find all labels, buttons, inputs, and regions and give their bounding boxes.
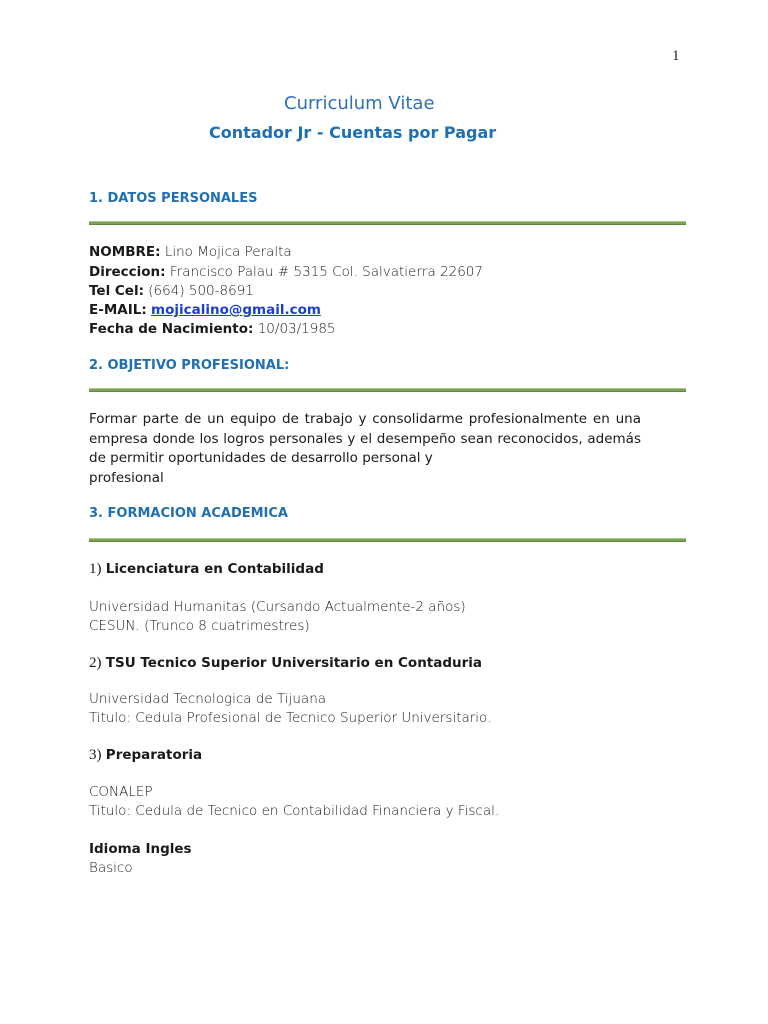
objetivo-paragraph xyxy=(89,410,641,488)
section-heading-formacion: 3. FORMACION ACADEMICA xyxy=(89,506,288,521)
tel-line: Tel Cel: (664) 500-8691 xyxy=(89,283,254,299)
document-subtitle: Contador Jr - Cuentas por Pagar xyxy=(209,123,497,142)
education-item-line: CONALEP xyxy=(89,784,153,800)
idioma-level: Basico xyxy=(89,860,133,876)
document-title: Curriculum Vitae xyxy=(284,93,435,114)
email-label: E-MAIL: xyxy=(89,302,147,318)
section-divider xyxy=(89,388,686,392)
education-item-number: 1) xyxy=(89,561,102,577)
education-item-line: Titulo: Cedula Profesional de Tecnico Superior Universitario. xyxy=(89,710,492,726)
page-number: 1 xyxy=(672,48,680,64)
nombre-line: NOMBRE: Lino Mojica Peralta xyxy=(89,244,292,260)
objetivo-text-last: profesional xyxy=(89,469,164,486)
section-divider xyxy=(89,221,686,225)
education-item-line: Universidad Humanitas (Cursando Actualmente-2 años) xyxy=(89,599,466,615)
tel-value: (664) 500-8691 xyxy=(144,283,254,299)
section-heading-objetivo: 2. OBJETIVO PROFESIONAL: xyxy=(89,358,290,373)
education-title-text: Licenciatura en Contabilidad xyxy=(105,561,324,577)
nombre-label: NOMBRE xyxy=(89,244,156,260)
section-divider xyxy=(89,538,686,542)
fecha-line: Fecha de Nacimiento: 10/03/1985 xyxy=(89,321,336,337)
education-item-number: 2) xyxy=(89,655,102,671)
direccion-value: Francisco Palau # 5315 Col. Salvatierra 22607 xyxy=(165,264,483,280)
idioma-title xyxy=(89,841,192,857)
objetivo-text: Formar parte de un equipo de trabajo y consolidarme profesionalmente en una empresa donde los logros personales y el desempeño sean reconocidos, además de permitir oportunidades de desarrollo personal y xyxy=(89,411,641,466)
education-item-title xyxy=(89,655,482,672)
tel-label: Tel Cel xyxy=(89,283,139,299)
email-line xyxy=(89,302,321,318)
nombre-value: Lino Mojica Peralta xyxy=(160,244,292,260)
education-item-line: Titulo: Cedula de Tecnico en Contabilidad Financiera y Fiscal. xyxy=(89,803,500,819)
education-item-title xyxy=(89,747,202,764)
fecha-label: Fecha de Nacimiento xyxy=(89,321,249,337)
email-link[interactable]: mojicalino@gmail.com xyxy=(151,302,321,318)
idioma-title-text: Idioma Ingles xyxy=(89,841,192,857)
direccion-label: Direccion xyxy=(89,264,161,280)
section-heading-datos: 1. DATOS PERSONALES xyxy=(89,191,258,206)
education-item-line: CESUN. (Trunco 8 cuatrimestres) xyxy=(89,618,310,634)
direccion-line: Direccion: Francisco Palau # 5315 Col. Salvatierra 22607 xyxy=(89,264,483,280)
fecha-value: 10/03/1985 xyxy=(253,321,336,337)
education-title-text: Preparatoria xyxy=(105,747,203,763)
education-item-line: Universidad Tecnologica de Tijuana xyxy=(89,691,327,707)
education-title-text: TSU Tecnico Superior Universitario en Contaduria xyxy=(105,655,483,671)
education-item-number: 3) xyxy=(89,747,102,763)
education-item-title xyxy=(89,561,324,578)
